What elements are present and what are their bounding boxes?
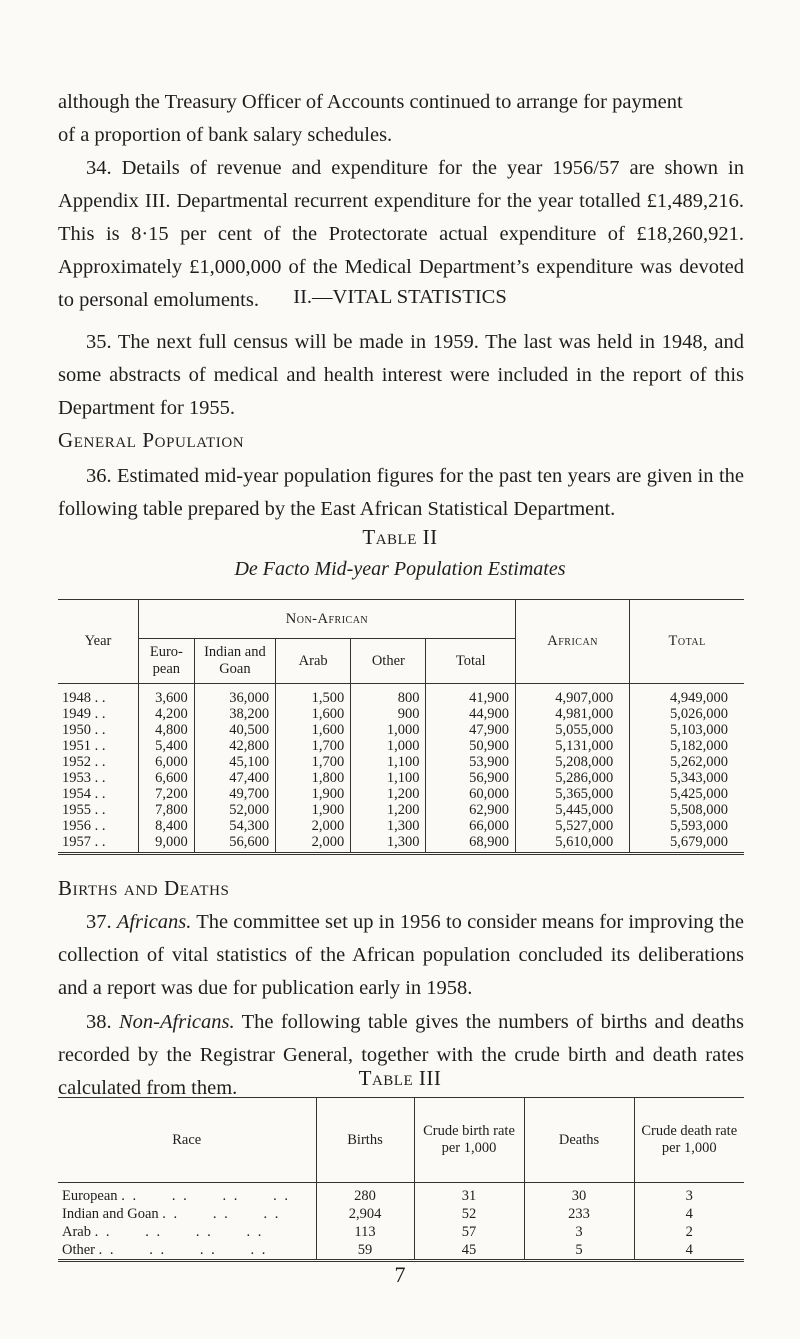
table-cell: 1,300: [351, 818, 426, 834]
col-group-non-african: Non-African: [138, 600, 515, 639]
table-cell: 1955 . .: [62, 802, 106, 818]
table-cell: 44,900: [426, 706, 516, 722]
col-birth-rate: Crude birth rate per 1,000: [414, 1098, 524, 1183]
table-cell: 1,200: [351, 786, 426, 802]
table-cell: 1,900: [276, 802, 351, 818]
table-row: [58, 738, 744, 754]
table-cell: 1951 . .: [62, 738, 106, 754]
table-cell: 2,000: [276, 818, 351, 834]
births-deaths-table-body: [58, 1183, 744, 1261]
race-cell: [58, 1205, 316, 1223]
table-cell: 45: [414, 1241, 524, 1261]
table-cell: 36,000: [194, 684, 275, 707]
table-2-label: Table II: [362, 525, 438, 549]
table-cell: 1,000: [351, 738, 426, 754]
col-indian-goan: Indian and Goan: [194, 639, 275, 684]
table-cell: 1,200: [351, 802, 426, 818]
table-cell: 1,800: [276, 770, 351, 786]
births-deaths-table: [58, 1097, 744, 1262]
table-cell: 3,600: [138, 684, 194, 707]
table-cell: 4,200: [138, 706, 194, 722]
table-cell: 45,100: [194, 754, 275, 770]
population-table-body: [58, 684, 744, 854]
table-cell: 5,365,000: [515, 786, 629, 802]
table-cell: 41,900: [426, 684, 516, 707]
leader-dots: . . . . . . . .: [98, 1242, 268, 1258]
table-cell: 900: [351, 706, 426, 722]
paragraph-number: 38.: [86, 1011, 112, 1033]
table-cell: 1,100: [351, 754, 426, 770]
page-number: 7: [394, 1262, 406, 1287]
race-name: Arab: [62, 1224, 91, 1240]
births-deaths-heading: Births and Deaths: [58, 876, 230, 900]
table-row: [58, 754, 744, 770]
table-cell: 30: [524, 1183, 634, 1206]
table-cell: 1,500: [276, 684, 351, 707]
table-row: [58, 706, 744, 722]
table-cell: 5,026,000: [630, 706, 744, 722]
table-row: [58, 786, 744, 802]
table-cell: 54,300: [194, 818, 275, 834]
table-cell: 800: [351, 684, 426, 707]
col-death-rate: Crude death rate per 1,000: [634, 1098, 744, 1183]
col-births: Births: [316, 1098, 414, 1183]
table-cell: 52: [414, 1205, 524, 1223]
paragraph-lead: Non-Africans.: [119, 1011, 235, 1033]
paragraph-37: [58, 906, 744, 1005]
table-cell: 5,343,000: [630, 770, 744, 786]
table-cell: 5,679,000: [630, 834, 744, 854]
table-cell: 1,100: [351, 770, 426, 786]
table-cell: 1948 . .: [62, 690, 106, 706]
table-cell: 5,286,000: [515, 770, 629, 786]
table-row: [58, 834, 744, 854]
table-cell: 2,904: [316, 1205, 414, 1223]
table-cell: 4: [634, 1205, 744, 1223]
table-2-title: De Facto Mid-year Population Estimates: [234, 558, 566, 580]
race-cell: [58, 1183, 316, 1206]
population-table: [58, 599, 744, 855]
leader-dots: . . . . . .: [162, 1206, 281, 1222]
section-heading: II.—VITAL STATISTICS: [293, 286, 507, 308]
table-cell: 4,981,000: [515, 706, 629, 722]
table-cell: 1,700: [276, 738, 351, 754]
col-total: Total: [630, 600, 744, 684]
col-arab: Arab: [276, 639, 351, 684]
col-deaths: Deaths: [524, 1098, 634, 1183]
table-cell: 6,000: [138, 754, 194, 770]
table-cell: 7,800: [138, 802, 194, 818]
table-cell: 40,500: [194, 722, 275, 738]
table-cell: 1957 . .: [58, 834, 138, 854]
table-cell: 59: [316, 1241, 414, 1261]
table-cell: 5: [524, 1241, 634, 1261]
leader-dots: . . . . . . . .: [121, 1188, 290, 1204]
table-row: [58, 802, 744, 818]
table-cell: 4,907,000: [515, 684, 629, 707]
paragraph-lead: Africans.: [116, 911, 192, 933]
paragraph-34: 34. Details of revenue and expenditure for the year 1956/57 are shown in Appendix III. Departmental recurrent expenditure for the year totalled £1,489,216. This is 8·15 per cent of the Protectorate actual expenditure of £18,260,921. Approximately £1,000,000 of the Medical Department’s expenditure was devoted to personal emoluments.: [58, 157, 744, 311]
table-cell: 5,131,000: [515, 738, 629, 754]
table-cell: 1956 . .: [62, 818, 106, 834]
paragraph-line: although the Treasury Officer of Accounts continued to arrange for payment: [58, 91, 683, 113]
race-cell: [58, 1241, 316, 1261]
table-cell: 56,600: [194, 834, 275, 854]
table-cell: 1,600: [276, 722, 351, 738]
table-cell: 1,600: [276, 706, 351, 722]
table-row: [58, 722, 744, 738]
table-cell: 1,000: [351, 722, 426, 738]
table-3-label: Table III: [358, 1066, 442, 1090]
table-cell: 1953 . .: [62, 770, 106, 786]
table-cell: 49,700: [194, 786, 275, 802]
table-cell: 1,900: [276, 786, 351, 802]
table-cell: 57: [414, 1223, 524, 1241]
table-row: [58, 1205, 744, 1223]
table-cell: 1949 . .: [62, 706, 106, 722]
table-cell: 62,900: [426, 802, 516, 818]
table-row: [58, 684, 744, 707]
race-cell: [58, 1223, 316, 1241]
table-row: [58, 1241, 744, 1261]
table-cell: 5,445,000: [515, 802, 629, 818]
table-cell: 47,900: [426, 722, 516, 738]
table-cell: 5,182,000: [630, 738, 744, 754]
paragraph-continuation: [58, 86, 744, 152]
table-cell: 280: [316, 1183, 414, 1206]
table-cell: 233: [524, 1205, 634, 1223]
table-cell: 4: [634, 1241, 744, 1261]
table-cell: 60,000: [426, 786, 516, 802]
race-name: Other: [62, 1242, 96, 1258]
table-cell: 2: [634, 1223, 744, 1241]
col-african: African: [515, 600, 629, 684]
table-cell: 5,055,000: [515, 722, 629, 738]
table-cell: 5,593,000: [630, 818, 744, 834]
table-cell: 1952 . .: [62, 754, 106, 770]
table-cell: 5,527,000: [515, 818, 629, 834]
table-cell: 53,900: [426, 754, 516, 770]
table-row: [58, 770, 744, 786]
table-cell: 2,000: [276, 834, 351, 854]
race-name: European: [62, 1188, 118, 1204]
paragraph-text: The committee set up in 1956 to consider means for improving the collection of vital statistics of the African population concluded its deliberations and a report was due for publication early in 1958.: [58, 911, 744, 999]
col-other: Other: [351, 639, 426, 684]
table-cell: 5,208,000: [515, 754, 629, 770]
table-cell: 3: [524, 1223, 634, 1241]
table-cell: 6,600: [138, 770, 194, 786]
table-cell: 5,103,000: [630, 722, 744, 738]
paragraph-36: 36. Estimated mid-year population figures for the past ten years are given in the following table prepared by the East African Statistical Department.: [58, 465, 744, 520]
general-population-heading: General Population: [58, 428, 245, 452]
table-cell: 1950 . .: [62, 722, 106, 738]
paragraph-number: 37.: [86, 911, 112, 933]
col-race: Race: [58, 1098, 316, 1183]
table-cell: 47,400: [194, 770, 275, 786]
table-cell: 1,300: [351, 834, 426, 854]
table-cell: 31: [414, 1183, 524, 1206]
table-cell: 50,900: [426, 738, 516, 754]
table-cell: 66,000: [426, 818, 516, 834]
table-cell: 8,400: [138, 818, 194, 834]
leader-dots: . . . . . . . .: [94, 1224, 264, 1240]
col-non-african-total: Total: [426, 639, 516, 684]
table-cell: 5,610,000: [515, 834, 629, 854]
paragraph-35: 35. The next full census will be made in 1959. The last was held in 1948, and some abstracts of medical and health interest were included in the report of this Department for 1955.: [58, 331, 744, 419]
table-cell: 3: [634, 1183, 744, 1206]
paragraph-line: of a proportion of bank salary schedules.: [58, 124, 393, 146]
table-cell: 42,800: [194, 738, 275, 754]
table-cell: 7,200: [138, 786, 194, 802]
table-cell: 68,900: [426, 834, 516, 854]
table-cell: 56,900: [426, 770, 516, 786]
table-cell: 5,400: [138, 738, 194, 754]
race-name: Indian and Goan: [62, 1206, 159, 1222]
table-cell: 38,200: [194, 706, 275, 722]
table-row: [58, 1183, 744, 1206]
paragraph-text: The following table gives the numbers of births and deaths recorded by the Registrar General, together with the crude birth and death rates calculated from them.: [58, 1011, 744, 1099]
col-european: Euro- pean: [138, 639, 194, 684]
table-cell: 9,000: [138, 834, 194, 854]
table-cell: 5,262,000: [630, 754, 744, 770]
table-cell: 113: [316, 1223, 414, 1241]
table-cell: 5,508,000: [630, 802, 744, 818]
table-cell: 1954 . .: [62, 786, 106, 802]
table-cell: 4,800: [138, 722, 194, 738]
table-cell: 52,000: [194, 802, 275, 818]
table-cell: 4,949,000: [630, 684, 744, 707]
table-row: [58, 1223, 744, 1241]
table-row: [58, 818, 744, 834]
col-year: Year: [58, 600, 138, 684]
table-cell: 1,700: [276, 754, 351, 770]
table-cell: 5,425,000: [630, 786, 744, 802]
